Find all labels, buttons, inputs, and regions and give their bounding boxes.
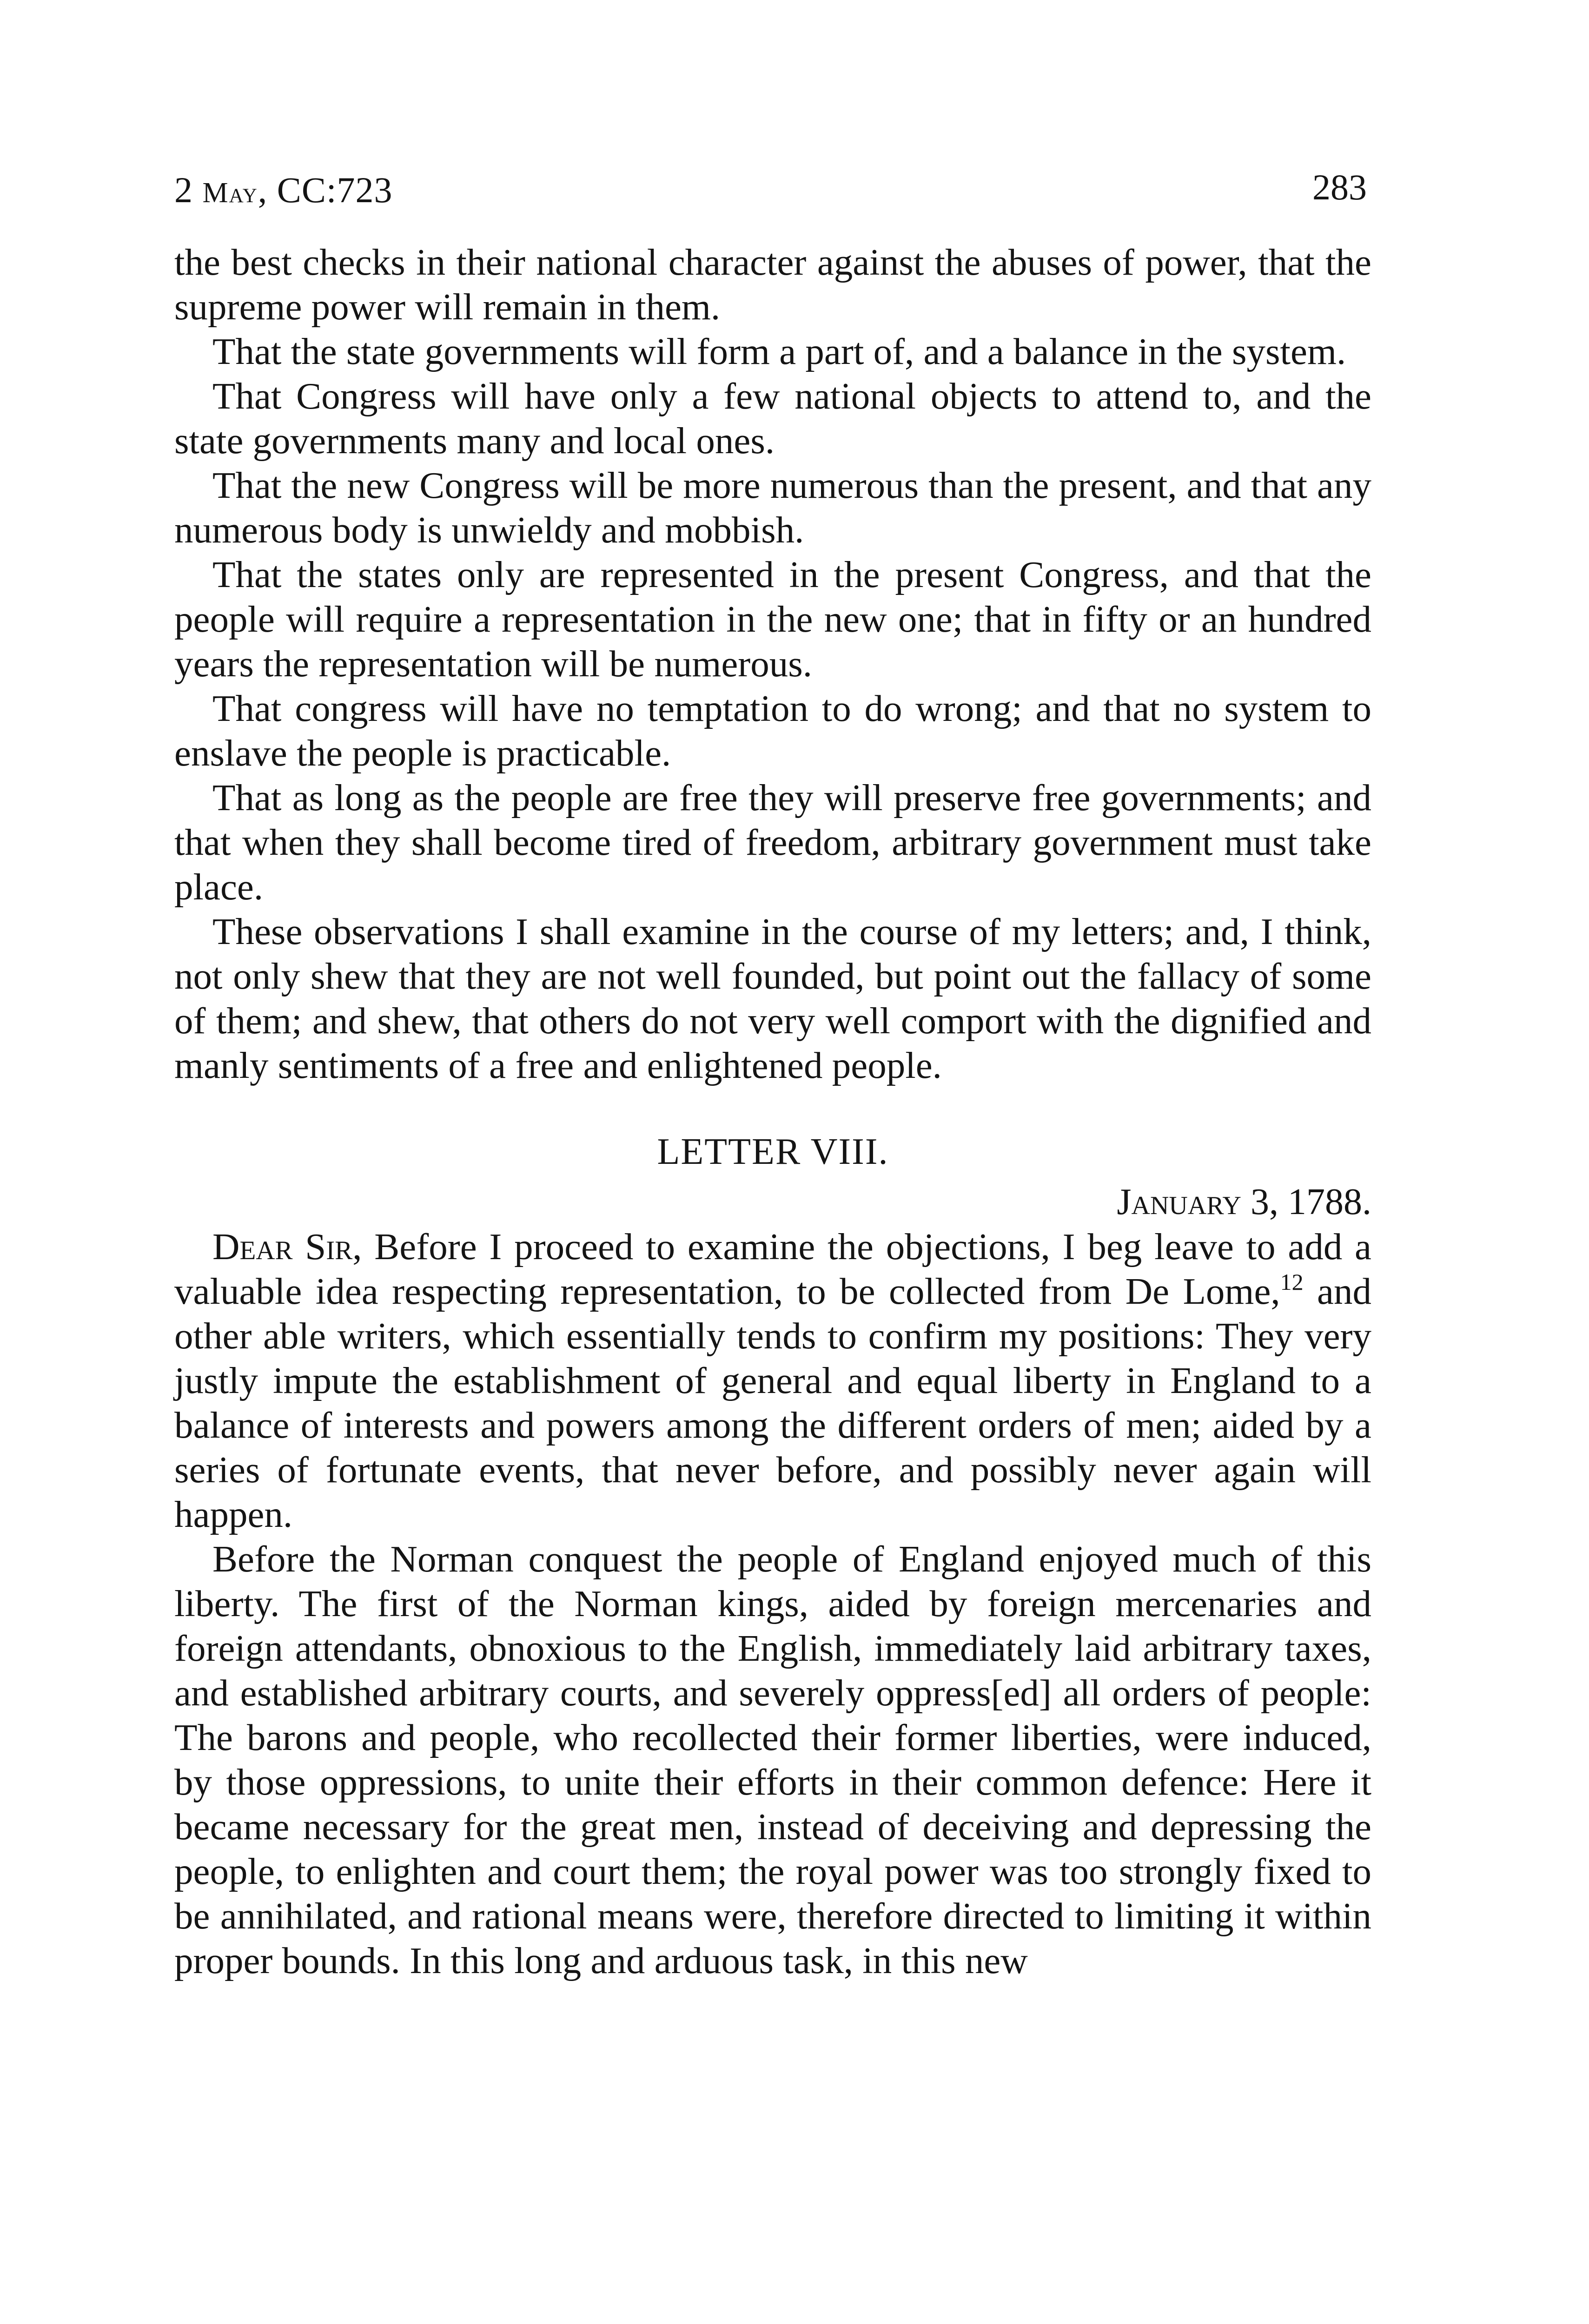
paragraph: the best checks in their national character against the abuses of power, that the supreme power will remain in them. [174,241,1371,328]
paragraph: That as long as the people are free they will preserve free governments; and that when they shall become tired of freedom, arbitrary government must take place. [174,777,1371,908]
page-number: 283 [1312,167,1367,207]
letter-date-month: January [1117,1182,1241,1222]
letter-date [174,1180,1371,1224]
salutation: Dear Sir, [212,1226,362,1268]
paragraph: That the new Congress will be more numerous than the present, and that any numerous body is unwieldy and mobbish. [174,464,1371,551]
letter-heading: LETTER VIII. [657,1131,889,1172]
running-head-left: 2 May, CC:723 [174,170,393,210]
footnote-ref[interactable]: 12 [1280,1269,1304,1295]
running-head-day: 2 [174,170,193,210]
running-head-ref: CC:723 [277,170,393,210]
running-head [174,164,1371,219]
book-page [174,164,1371,1983]
letter-second-paragraph: Before the Norman conquest the people of England enjoyed much of this liberty. The first of the Norman kings, aided by foreign mercenaries and foreign attendants, obnoxious to the English, immediately laid arbitrary taxes, and established arbitrary courts, and severely oppress[ed] all orders of people: The barons and people, who recollected their former liberties, were induced, by those oppressions, to unite their efforts in their common defence: Here it became necessary for the great men, instead of deceiving and depressing the people, to enlighten and court them; the royal power was too strongly fixed to be annihilated, and rational means were, therefore directed to limiting it within proper bounds. In this long and arduous task, in this new [174,1538,1371,1981]
paragraph: That Congress will have only a few national objects to attend to, and the state governments many and local ones. [174,375,1371,462]
letter-first-paragraph [174,1224,1371,1537]
paragraph: That congress will have no temptation to do wrong; and that no system to enslave the people is practicable. [174,687,1371,774]
paragraph-text: Before I proceed to examine the objections, I beg leave to add a valuable idea respecting representation, to be collected from De Lome, [174,1226,1372,1312]
paragraph: These observations I shall examine in the course of my letters; and, I think, not only shew that they are not well founded, but point out the fallacy of some of them; and shew, that others do not very well comport with the dignified and manly sentiments of a free and enlightened people. [174,911,1371,1086]
paragraph: That the state governments will form a part of, and a balance in the system. [212,330,1346,372]
letter-date-rest: 3, 1788. [1251,1182,1371,1222]
paragraph-text: and other able writers, which essentially tends to confirm my positions: They very justly impute the establishment of general and equal liberty in England to a balance of interests and powers among the different orders of men; aided by a series of fortunate events, that never before, and possibly never again will happen. [174,1270,1372,1535]
paragraph: That the states only are represented in the present Congress, and that the people will require a representation in the new one; that in fifty or an hundred years the representation will be numerous. [174,554,1371,685]
running-head-month: May [202,177,258,209]
